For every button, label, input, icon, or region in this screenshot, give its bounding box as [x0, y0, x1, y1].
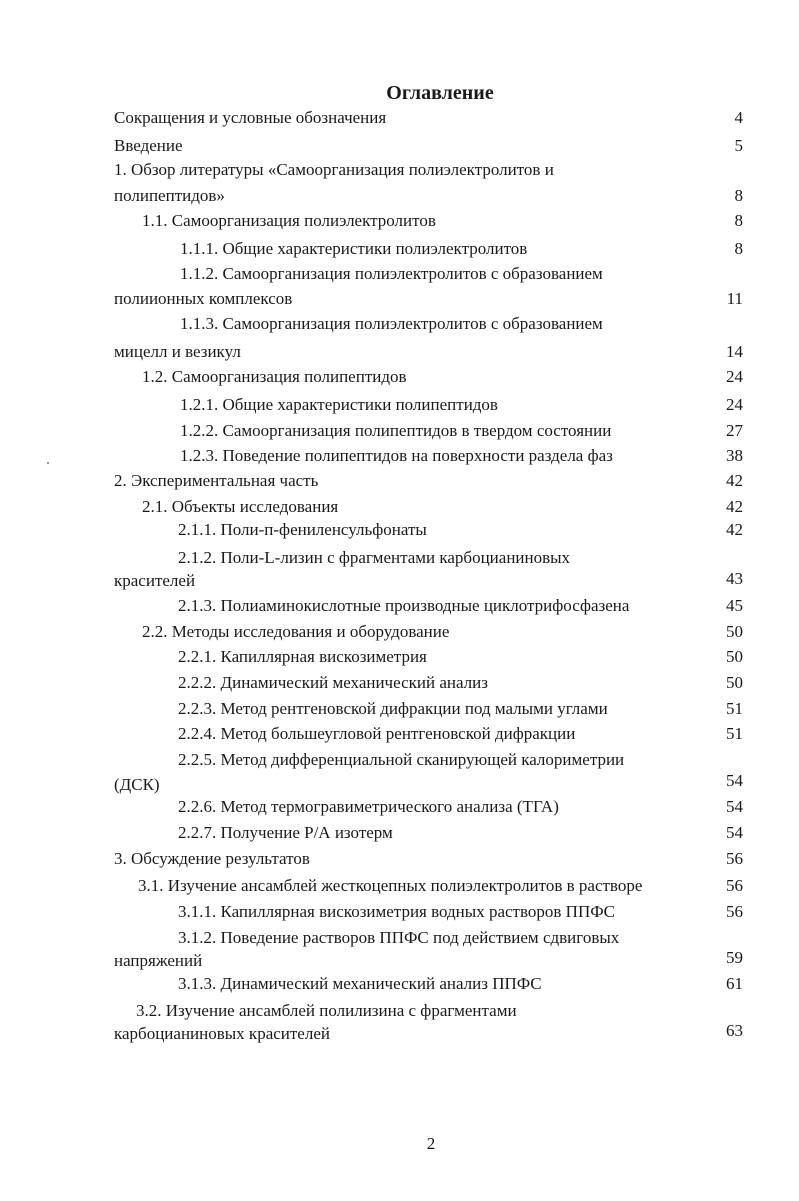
toc-entry-page: 24	[726, 395, 743, 414]
toc-entry-page: 42	[726, 471, 743, 490]
toc-entry-title: 3.1.3. Динамический механический анализ ППФС	[178, 974, 542, 993]
toc-entry-title: 2.2.5. Метод дифференциальной сканирующей калориметрии	[178, 750, 625, 769]
toc-entry-page: 43	[726, 569, 743, 588]
toc-entry-title: 2. Экспериментальная часть	[114, 471, 319, 490]
toc-entry-title: 2.1.2. Поли-L-лизин с фрагментами карбоцианиновых	[178, 548, 571, 567]
toc-entry-title: 2.2.3. Метод рентгеновской дифракции под малыми углами	[178, 699, 608, 718]
toc-entry-page: 59	[726, 948, 743, 967]
toc-entry-page: 8	[734, 211, 743, 230]
toc-entry-title: 1.1.3. Самоорганизация полиэлектролитов с образованием	[180, 314, 603, 333]
toc-entry-title: 2.1.3. Полиаминокислотные производные циклотрифосфазена	[178, 596, 630, 615]
toc-entry-title: 1.1.1. Общие характеристики полиэлектролитов	[180, 239, 528, 258]
toc-entry-title: 3. Обсуждение результатов	[114, 849, 310, 868]
toc-entry-page: 42	[726, 520, 743, 539]
toc-entry-title: Сокращения и условные обозначения	[114, 108, 387, 127]
toc-entry-page: 42	[726, 497, 743, 516]
toc-entry-page: 54	[726, 797, 743, 816]
toc-entry-page: 11	[726, 289, 743, 308]
toc-entry-page: 54	[726, 771, 743, 790]
toc-entry-page: 50	[726, 647, 743, 666]
toc-entry-title: 3.2. Изучение ансамблей полилизина с фрагментами	[136, 1001, 517, 1020]
toc-entry-title: 1.2. Самоорганизация полипептидов	[142, 367, 407, 386]
toc-entry-title: 2.2. Методы исследования и оборудование	[142, 622, 450, 641]
toc-entry-title: 2.1.1. Поли-п-фениленсульфонаты	[178, 520, 427, 539]
toc-entry-page: 8	[734, 239, 743, 258]
toc-entry-page: 24	[726, 367, 743, 386]
toc-entry-page: 8	[734, 186, 743, 205]
page-number: 2	[426, 1134, 436, 1153]
toc-entry-title: 3.1.2. Поведение растворов ППФС под действием сдвиговых	[178, 928, 620, 947]
toc-entry-title: 1.2.3. Поведение полипептидов на поверхности раздела фаз	[180, 446, 613, 465]
toc-entry-page: 56	[726, 902, 743, 921]
toc-entry-page: 27	[726, 421, 743, 440]
toc-entry-title: 1.1. Самоорганизация полиэлектролитов	[142, 211, 436, 230]
toc-entry-title: 2.2.1. Капиллярная вискозиметрия	[178, 647, 427, 666]
toc-entry-page: 14	[726, 342, 743, 361]
toc-entry-title: 2.2.4. Метод большеугловой рентгеновской дифракции	[178, 724, 576, 743]
toc-entry-page: 56	[726, 849, 743, 868]
toc-entry-page: 4	[734, 108, 743, 127]
toc-entry-title-continued: красителей	[114, 571, 196, 590]
toc-entry-title: 2.2.2. Динамический механический анализ	[178, 673, 488, 692]
toc-entry-title: Введение	[114, 136, 183, 155]
toc-entry-page: 63	[726, 1021, 743, 1040]
toc-entry-title: 2.1. Объекты исследования	[142, 497, 339, 516]
toc-entry-title-continued: (ДСК)	[114, 775, 160, 794]
toc-entry-page: 51	[726, 699, 743, 718]
toc-entry-title: 2.2.6. Метод термогравиметрического анализа (ТГА)	[178, 797, 559, 816]
toc-entry-page: 50	[726, 673, 743, 692]
toc-entry-title-continued: полиионных комплексов	[114, 289, 293, 308]
toc-entry-title: 1.2.1. Общие характеристики полипептидов	[180, 395, 498, 414]
toc-entry-title: 1.1.2. Самоорганизация полиэлектролитов с образованием	[180, 264, 603, 283]
toc-entry-title: 1.2.2. Самоорганизация полипептидов в твердом состоянии	[180, 421, 612, 440]
toc-entry-page: 50	[726, 622, 743, 641]
toc-entry-title-continued: карбоцианиновых красителей	[114, 1024, 330, 1043]
toc-entry-page: 56	[726, 876, 743, 895]
toc-entry-title-continued: напряжений	[114, 951, 203, 970]
toc-entry-title: 1. Обзор литературы «Самоорганизация полиэлектролитов и	[114, 160, 554, 179]
toc-entry-page: 5	[734, 136, 743, 155]
toc-entry-page: 45	[726, 596, 743, 615]
scan-speck	[47, 462, 49, 464]
toc-entry-page: 38	[726, 446, 743, 465]
toc-entry-title: 2.2.7. Получение Р/А изотерм	[178, 823, 393, 842]
toc-entry-title-continued: мицелл и везикул	[114, 342, 241, 361]
toc-entry-title: 3.1.1. Капиллярная вискозиметрия водных растворов ППФС	[178, 902, 615, 921]
page-title: Оглавление	[386, 82, 494, 104]
toc-entry-page: 54	[726, 823, 743, 842]
toc-entry-page: 51	[726, 724, 743, 743]
toc-entry-title-continued: полипептидов»	[114, 186, 225, 205]
toc-entry-page: 61	[726, 974, 743, 993]
toc-entry-title: 3.1. Изучение ансамблей жесткоцепных полиэлектролитов в растворе	[138, 876, 643, 895]
